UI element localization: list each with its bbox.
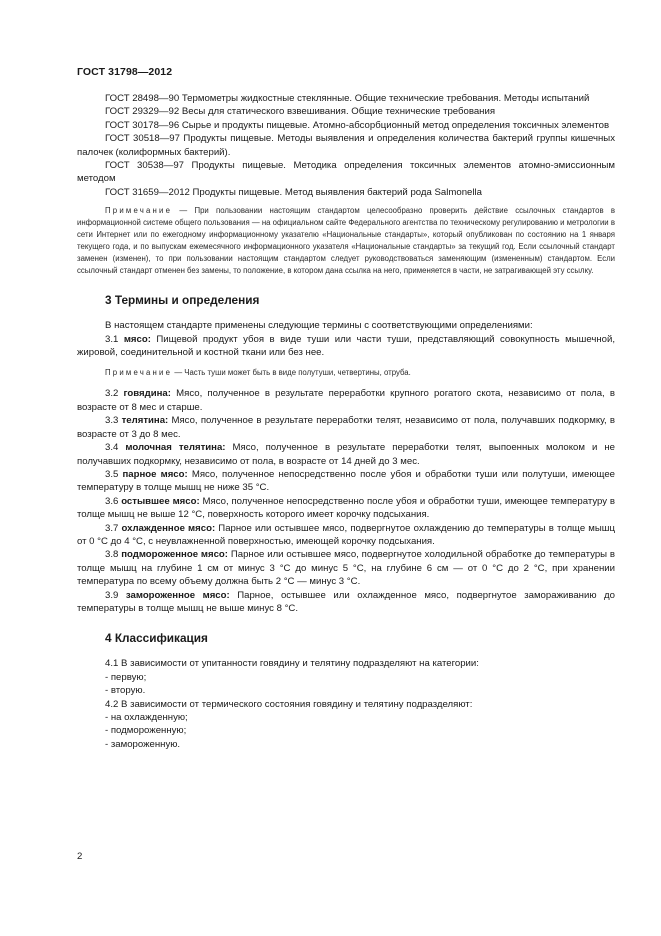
page-content [77,92,615,751]
reference-item: ГОСТ 30538—97 Продукты пищевые. Методика определения токсичных элементов атомно-эмиссионным методом [77,160,615,185]
list-item: - замороженную. [105,738,181,750]
term-definition: 3.5 парное мясо: Мясо, полученное непосредственно после убоя и обработки туши или полутуши, имеющее температуру в толще мышц не ниже 35 °С. [77,468,616,494]
term-def: Мясо, полученное непосредственно после убоя и обработки туши, имеющее температуру в толще мышц не выше 12 °С, поверхность которого имеет корочку подсыхания. [77,495,616,521]
section-3-intro: В настоящем стандарте применены следующие термины с соответствующими определениями: [105,320,533,332]
term-name: остывшее мясо: [121,495,200,507]
term-def: Пищевой продукт убоя в виде туши или части туши, представляющий совокупность мышечной, жировой, соединительной и костной ткани или без нее. [77,333,615,359]
term-definition: 3.3 телятина: Мясо, полученное в результате переработки телят, независимо от пола, получавших подкормку, в возрасте от 3 до 8 мес. [77,415,615,440]
term-def: Мясо, полученное в результате переработки телят, независимо от пола, получавших подкормку, в возрасте от 3 до 8 мес. [77,415,615,440]
term-name: подмороженное мясо: [121,549,228,561]
references-note [77,205,615,277]
term-name: мясо: [123,333,151,345]
note-label: Примечание [105,206,173,216]
reference-item: ГОСТ 29329—92 Весы для статического взвешивания. Общие технические требования [105,106,496,118]
note-text: — Часть туши может быть в виде полутуши, четвертины, отруба. [174,368,411,378]
term-definition: 3.7 охлажденное мясо: Парное или остывшее мясо, подвергнутое охлаждению до температуры в толще мышц от 0 °С до 4 °С, с неувлажненной поверхностью, имеющей корочку подсыхания. [77,522,615,547]
list-item: - подмороженную; [105,725,187,737]
reference-item: ГОСТ 30518—97 Продукты пищевые. Методы выявления и определения количества бактерий группы кишечных палочек (колиформных бактерий). [77,133,615,158]
term-def: Парное или остывшее мясо, подвергнутое охлаждению до температуры в толще мышц от 0 °С до 4 °С, с неувлажненной поверхностью, имеющей корочку подсыхания. [77,522,615,547]
term-def: Парное, остывшее или охлажденное мясо, подвергнутое замораживанию до температуры в толще мышц не выше минус 8 °С. [77,589,615,614]
term-def: Мясо, полученное в результате переработки крупного рогатого скота, независимо от пола, в возрасте от 8 мес и старше. [77,388,615,413]
note-label: Примечание [105,368,173,378]
term-definition: 3.8 подмороженное мясо: Парное или остывшее мясо, подвергнутое холодильной обработке до температуры в толще мышц на глубине 1 см от минус 3 °С до минус 5 °С, на глубине 6 см — от 0 °С до 2 °С, при хранении температура по всему объему должна быть 2 °С — минус 3 °С. [77,549,616,588]
term-definition: 3.6 остывшее мясо: Мясо, полученное непосредственно после убоя и обработки туши, имеющее температуру в толще мышц не выше 12 °С, поверхность которого имеет корочку подсыхания. [77,495,616,521]
document-code-header: ГОСТ 31798—2012 [77,66,173,78]
term-definition: 3.4 молочная телятина: Мясо, полученное в результате переработки телят, выпоенных молоком и не получавших подкормку, независимо от пола, в возрасте от 14 дней до 3 мес. [77,442,615,467]
section-3-title: 3 Термины и определения [105,293,260,308]
term-name: охлажденное мясо: [121,522,216,534]
section-4-title: 4 Классификация [105,631,208,646]
note-text: — При пользовании настоящим стандартом целесообразно проверить действие ссылочных стандартов в информационной системе общего пользования — на официальном сайте Федерального агентства по техническому регулированию и метрологии в сети Интернет или по ежегодному информационному указателю «Национальные стандарты», который опубликован по состоянию на 1 января текущего года, и по выпускам ежемесячного информационного указателя «Национальные стандарты» за текущий год. Если ссылочный стандарт заменен (изменен), то при пользовании настоящим стандартом следует руководствоваться заменяющим (измененным) стандартом. Если ссылочный стандарт отменен без замены, то положение, в котором дана ссылка на него, применяется в части, не затрагивающей эту ссылку. [77,206,615,276]
term-def: Парное или остывшее мясо, подвергнутое холодильной обработке до температуры в толще мышц на глубине 1 см от минус 3 °С до минус 5 °С, на глубине 6 см — от 0 °С до 2 °С, при хранении температура по всему объему должна быть 2 °С — минус 3 °С. [77,549,616,588]
term-note [77,367,615,379]
term-name: молочная телятина: [125,442,226,454]
term-name: замороженное мясо: [125,589,230,601]
term-definition: 3.1 мясо: Пищевой продукт убоя в виде туши или части туши, представляющий совокупность мышечной, жировой, соединительной и костной ткани или без нее. [77,333,615,359]
reference-item: ГОСТ 31659—2012 Продукты пищевые. Метод выявления бактерий рода Salmonella [105,186,482,198]
term-name: парное мясо: [122,468,188,480]
clause-4-2: 4.2 В зависимости от термического состояния говядину и телятину подразделяют: [105,698,473,710]
term-definition: 3.9 замороженное мясо: Парное, остывшее или охлажденное мясо, подвергнутое замораживанию до температуры в толще мышц не выше минус 8 °С. [77,589,615,614]
normative-references-list [77,92,615,199]
term-name: говядина: [123,388,171,400]
term-def: Мясо, полученное в результате переработки телят, выпоенных молоком и не получавших подкормку, независимо от пола, в возрасте от 14 дней до 3 мес. [77,442,615,467]
reference-item: ГОСТ 30178—96 Сырье и продукты пищевые. Атомно-абсорбционный метод определения токсичных элементов [105,119,610,131]
reference-item: ГОСТ 28498—90 Термометры жидкостные стеклянные. Общие технические требования. Методы испытаний [105,93,590,104]
page-number: 2 [77,851,83,862]
list-item: - на охлажденную; [105,712,188,723]
term-def: Мясо, полученное непосредственно после убоя и обработки туши или полутуши, имеющее температуру в толще мышц не ниже 35 °С. [77,468,616,494]
term-name: телятина: [121,415,169,427]
list-item: - вторую. [105,685,146,697]
list-item: - первую; [105,671,147,683]
clause-4-1: 4.1 В зависимости от упитанности говядину и телятину подразделяют на категории: [105,658,479,670]
term-definition: 3.2 говядина: Мясо, полученное в результате переработки крупного рогатого скота, независимо от пола, в возрасте от 8 мес и старше. [77,388,615,413]
